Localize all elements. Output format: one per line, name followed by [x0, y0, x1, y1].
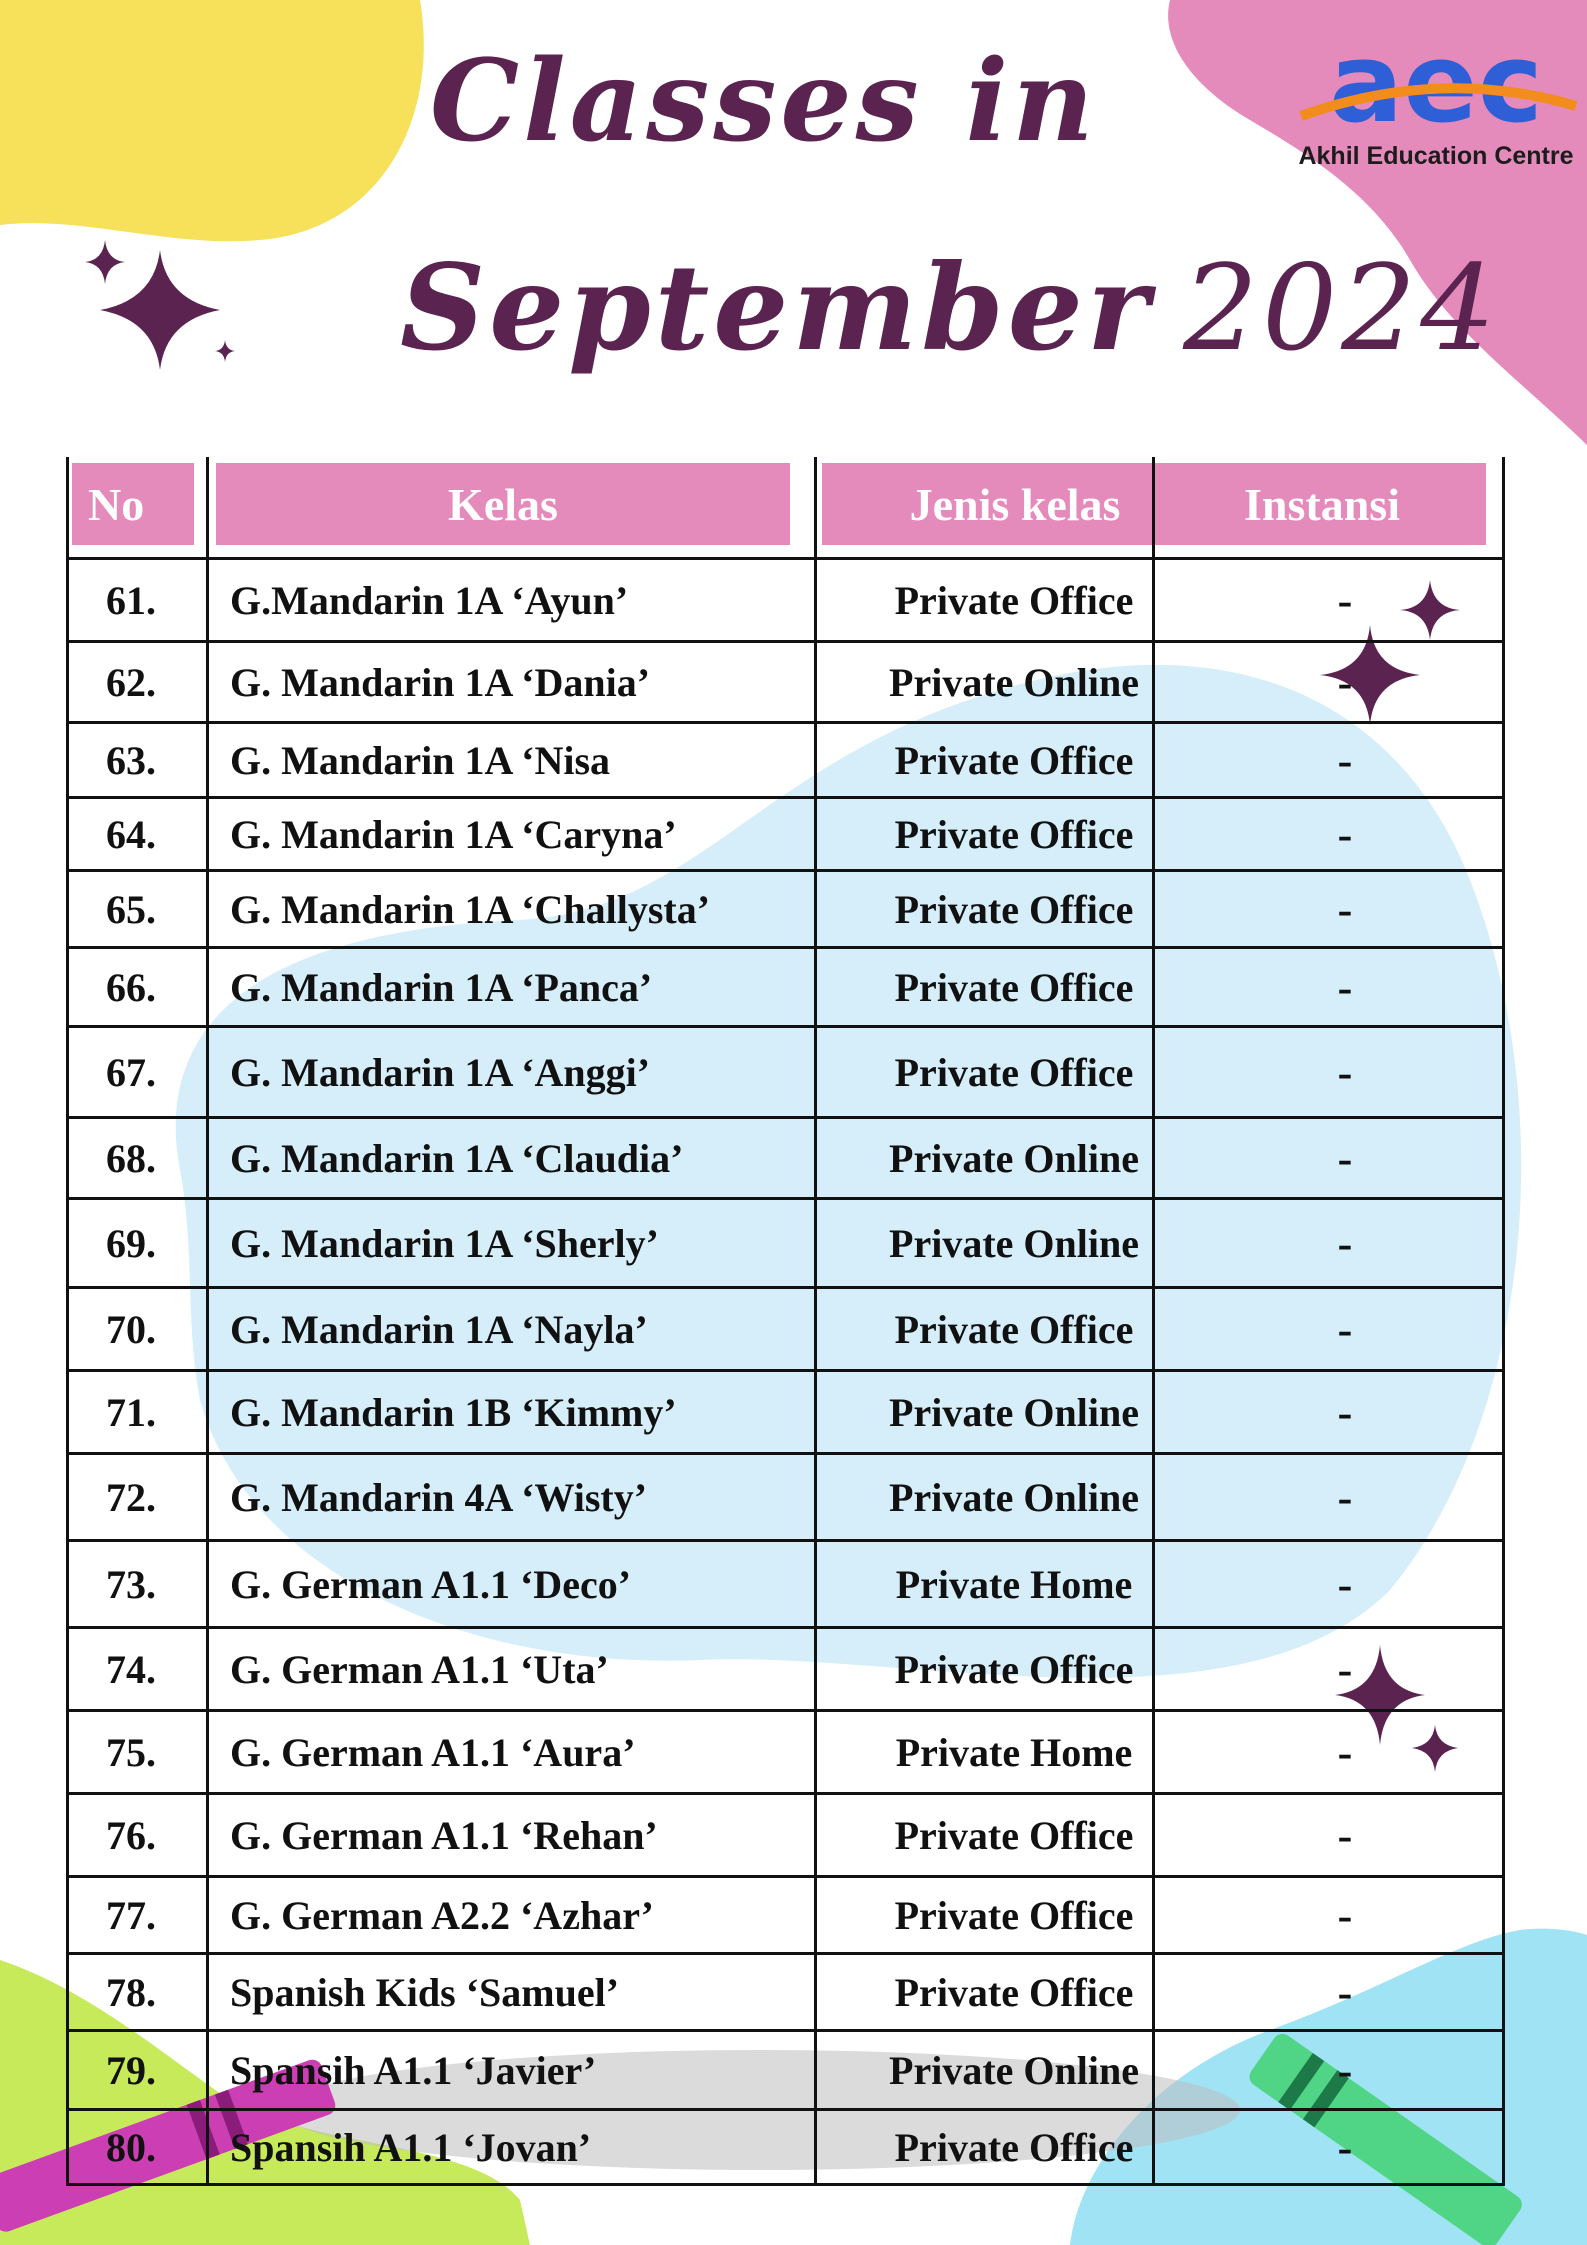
- row-institution: -: [1337, 962, 1353, 1012]
- table-row: [66, 872, 1504, 949]
- title-line-1: Classes in: [430, 36, 1098, 167]
- row-class-name: G. Mandarin 1A ‘Anggi’: [230, 1049, 651, 1095]
- column-divider: [1152, 457, 1155, 2186]
- header-kelas: Kelas: [216, 463, 790, 545]
- row-institution: -: [1337, 1047, 1353, 1097]
- row-number: 77.: [106, 1892, 156, 1938]
- row-class-type: Private Online: [889, 1220, 1139, 1266]
- aec-logo-icon: [1291, 26, 1581, 141]
- row-class-name: Spansih A1.1 ‘Jovan’: [230, 2124, 592, 2170]
- row-class-name: G. Mandarin 1A ‘Dania’: [230, 659, 651, 705]
- row-class-type: Private Office: [894, 811, 1134, 857]
- table-row: [66, 2111, 1504, 2186]
- row-class-name: Spanish Kids ‘Samuel’: [230, 1969, 620, 2015]
- table-row: [66, 1878, 1504, 1955]
- row-number: 72.: [106, 1474, 156, 1520]
- title-month: September: [400, 238, 1153, 377]
- column-divider: [1502, 457, 1505, 2186]
- table-row: [66, 1795, 1504, 1878]
- table-row: [66, 799, 1504, 872]
- row-institution: -: [1337, 657, 1353, 707]
- row-institution: -: [1337, 1472, 1353, 1522]
- row-number: 78.: [106, 1969, 156, 2015]
- header-jenis-kelas: Jenis kelas: [822, 463, 1208, 545]
- row-number: 63.: [106, 737, 156, 783]
- table-row: [66, 1455, 1504, 1542]
- table-row: [66, 1028, 1504, 1119]
- table-header: [66, 457, 1504, 560]
- row-number: 69.: [106, 1220, 156, 1266]
- row-class-type: Private Office: [894, 737, 1134, 783]
- row-institution: -: [1337, 735, 1353, 785]
- row-number: 73.: [106, 1561, 156, 1607]
- row-institution: -: [1337, 1559, 1353, 1609]
- row-class-type: Private Online: [889, 1474, 1139, 1520]
- table-row: [66, 1542, 1504, 1629]
- row-class-type: Private Online: [889, 659, 1139, 705]
- row-class-name: G. Mandarin 1A ‘Challysta’: [230, 886, 711, 932]
- row-class-name: G. Mandarin 1B ‘Kimmy’: [230, 1389, 677, 1435]
- logo-name: Akhil Education Centre: [1298, 142, 1574, 170]
- row-class-type: Private Office: [894, 2124, 1134, 2170]
- row-number: 71.: [106, 1389, 156, 1435]
- row-class-type: Private Office: [894, 964, 1134, 1010]
- row-institution: -: [1337, 809, 1353, 859]
- table-row: [66, 724, 1504, 799]
- row-institution: -: [1337, 1133, 1353, 1183]
- row-number: 76.: [106, 1812, 156, 1858]
- row-class-type: Private Office: [894, 577, 1134, 623]
- row-number: 66.: [106, 964, 156, 1010]
- title-year: 2024: [1183, 239, 1500, 377]
- row-number: 79.: [106, 2047, 156, 2093]
- row-class-type: Private Office: [894, 1306, 1134, 1352]
- table-row: [66, 1955, 1504, 2032]
- row-class-name: G. German A2.2 ‘Azhar’: [230, 1892, 654, 1938]
- row-class-name: G. German A1.1 ‘Rehan’: [230, 1812, 658, 1858]
- row-institution: -: [1337, 1218, 1353, 1268]
- table-body: [66, 560, 1504, 2186]
- row-institution: -: [1337, 1967, 1353, 2017]
- row-institution: -: [1337, 1727, 1353, 1777]
- table-row: [66, 1289, 1504, 1372]
- row-institution: -: [1337, 1304, 1353, 1354]
- row-class-type: Private Online: [889, 1389, 1139, 1435]
- column-divider: [206, 457, 209, 2186]
- table-row: [66, 2032, 1504, 2111]
- row-class-type: Private Home: [895, 1561, 1133, 1607]
- row-institution: -: [1337, 1644, 1353, 1694]
- column-divider: [66, 457, 69, 2186]
- row-number: 64.: [106, 811, 156, 857]
- table-row: [66, 560, 1504, 643]
- row-institution: -: [1337, 575, 1353, 625]
- row-class-type: Private Office: [894, 1969, 1134, 2015]
- logo-mark: aec: [1328, 26, 1544, 141]
- row-class-type: Private Office: [894, 886, 1134, 932]
- row-class-name: G. Mandarin 1A ‘Panca’: [230, 964, 653, 1010]
- row-class-type: Private Office: [894, 1049, 1134, 1095]
- row-class-type: Private Home: [895, 1729, 1133, 1775]
- row-institution: -: [1337, 1890, 1353, 1940]
- row-institution: -: [1337, 884, 1353, 934]
- row-institution: -: [1337, 1810, 1353, 1860]
- row-number: 70.: [106, 1306, 156, 1352]
- header-instansi: Instansi: [1158, 463, 1486, 545]
- row-class-type: Private Office: [894, 1892, 1134, 1938]
- row-class-name: G. Mandarin 1A ‘Sherly’: [230, 1220, 659, 1266]
- table-row: [66, 949, 1504, 1028]
- row-number: 67.: [106, 1049, 156, 1095]
- table-row: [66, 1200, 1504, 1289]
- row-class-type: Private Online: [889, 1135, 1139, 1181]
- table-row: [66, 643, 1504, 724]
- row-number: 62.: [106, 659, 156, 705]
- row-number: 75.: [106, 1729, 156, 1775]
- header-no: No: [72, 463, 194, 545]
- column-divider: [814, 457, 817, 2186]
- row-class-name: G. German A1.1 ‘Aura’: [230, 1729, 636, 1775]
- row-number: 65.: [106, 886, 156, 932]
- row-number: 68.: [106, 1135, 156, 1181]
- row-institution: -: [1337, 2122, 1353, 2172]
- title-line-2: [400, 238, 1499, 377]
- classes-table: [66, 457, 1504, 2186]
- sparkle-icon: [70, 230, 250, 390]
- table-row: [66, 1372, 1504, 1455]
- row-institution: -: [1337, 1387, 1353, 1437]
- row-number: 61.: [106, 577, 156, 623]
- row-number: 74.: [106, 1646, 156, 1692]
- table-row: [66, 1629, 1504, 1712]
- row-class-name: G. German A1.1 ‘Uta’: [230, 1646, 609, 1692]
- row-institution: -: [1337, 2045, 1353, 2095]
- row-class-type: Private Office: [894, 1812, 1134, 1858]
- row-class-name: Spansih A1.1 ‘Javier’: [230, 2047, 597, 2093]
- row-class-type: Private Online: [889, 2047, 1139, 2093]
- table-row: [66, 1712, 1504, 1795]
- row-class-name: G. Mandarin 1A ‘Nayla’: [230, 1306, 648, 1352]
- table-row: [66, 1119, 1504, 1200]
- row-class-type: Private Office: [894, 1646, 1134, 1692]
- row-class-name: G. Mandarin 1A ‘Caryna’: [230, 811, 677, 857]
- row-class-name: G.Mandarin 1A ‘Ayun’: [230, 577, 629, 623]
- row-number: 80.: [106, 2124, 156, 2170]
- yellow-blob: [0, 0, 424, 241]
- logo: [1291, 26, 1581, 176]
- row-class-name: G. Mandarin 1A ‘Claudia’: [230, 1135, 684, 1181]
- row-class-name: G. German A1.1 ‘Deco’: [230, 1561, 632, 1607]
- row-class-name: G. Mandarin 4A ‘Wisty’: [230, 1474, 648, 1520]
- row-class-name: G. Mandarin 1A ‘Nisa: [230, 737, 611, 783]
